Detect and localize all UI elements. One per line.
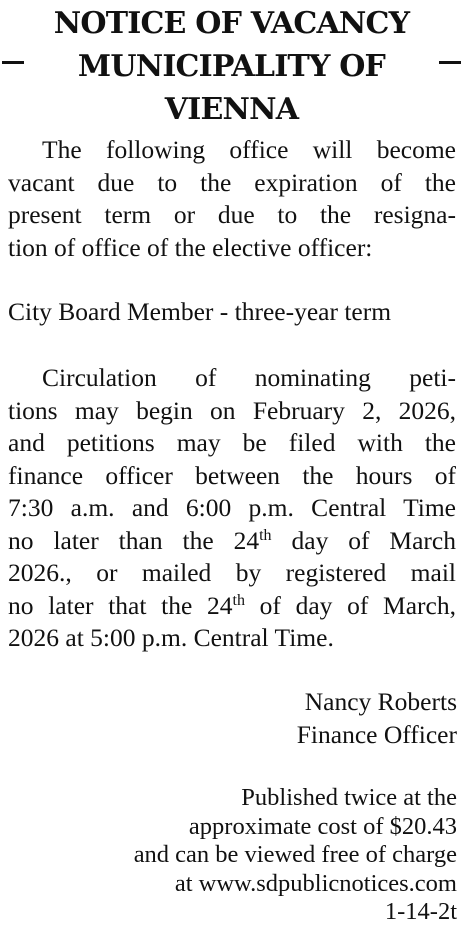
paragraph-line: present term or due to the resigna- <box>8 200 456 229</box>
office-title: City Board Member - three-year term <box>8 297 392 326</box>
signature-block <box>297 686 457 751</box>
paragraph-line: and petitions may be filed with the <box>8 428 456 457</box>
right-rule <box>439 61 461 64</box>
paragraph-line: Circulation of nominating peti- <box>42 363 456 392</box>
paragraph-line: tions may begin on February 2, 2026, <box>8 395 456 425</box>
publication-info <box>134 784 457 927</box>
publication-line: Published twice at the <box>241 784 457 811</box>
vacancy-paragraph <box>8 134 456 264</box>
line-text: no later that the 24 <box>8 590 233 620</box>
petition-paragraph <box>8 362 456 655</box>
signer-role: Finance Officer <box>296 719 457 749</box>
paragraph-line <box>8 525 456 558</box>
paragraph-line: finance officer between the hours of <box>8 460 456 490</box>
notice-title <box>0 2 463 131</box>
paragraph-line: 7:30 a.m. and 6:00 p.m. Central Time <box>8 493 456 522</box>
publication-line: approximate cost of $20.43 <box>188 812 457 840</box>
line-text: day of March <box>271 525 456 555</box>
paragraph-line: tion of office of the elective officer: <box>8 232 373 262</box>
publication-line: and can be viewed free of charge <box>133 841 457 869</box>
paragraph-line: vacant due to the expiration of the <box>8 167 456 197</box>
title-line-3: VIENNA <box>164 92 299 127</box>
line-text: no later than the 24 <box>8 525 260 555</box>
left-rule <box>2 61 24 64</box>
signer-name: Nancy Roberts <box>304 687 457 716</box>
ordinal-suffix: th <box>259 526 272 544</box>
title-line-2: MUNICIPALITY OF <box>77 49 386 84</box>
paragraph-line: 2026., or mailed by registered mail <box>8 558 456 587</box>
publication-code: 1-14-2t <box>384 898 457 926</box>
title-line-1: NOTICE OF VACANCY <box>53 6 410 41</box>
ordinal-suffix: th <box>232 591 245 609</box>
paragraph-line: The following office will become <box>42 135 456 164</box>
line-text: of day of March, <box>244 590 456 620</box>
publication-line: at www.sdpublicnotices.com <box>174 869 457 897</box>
paragraph-line <box>8 590 456 623</box>
paragraph-line: 2026 at 5:00 p.m. Central Time. <box>8 623 334 652</box>
